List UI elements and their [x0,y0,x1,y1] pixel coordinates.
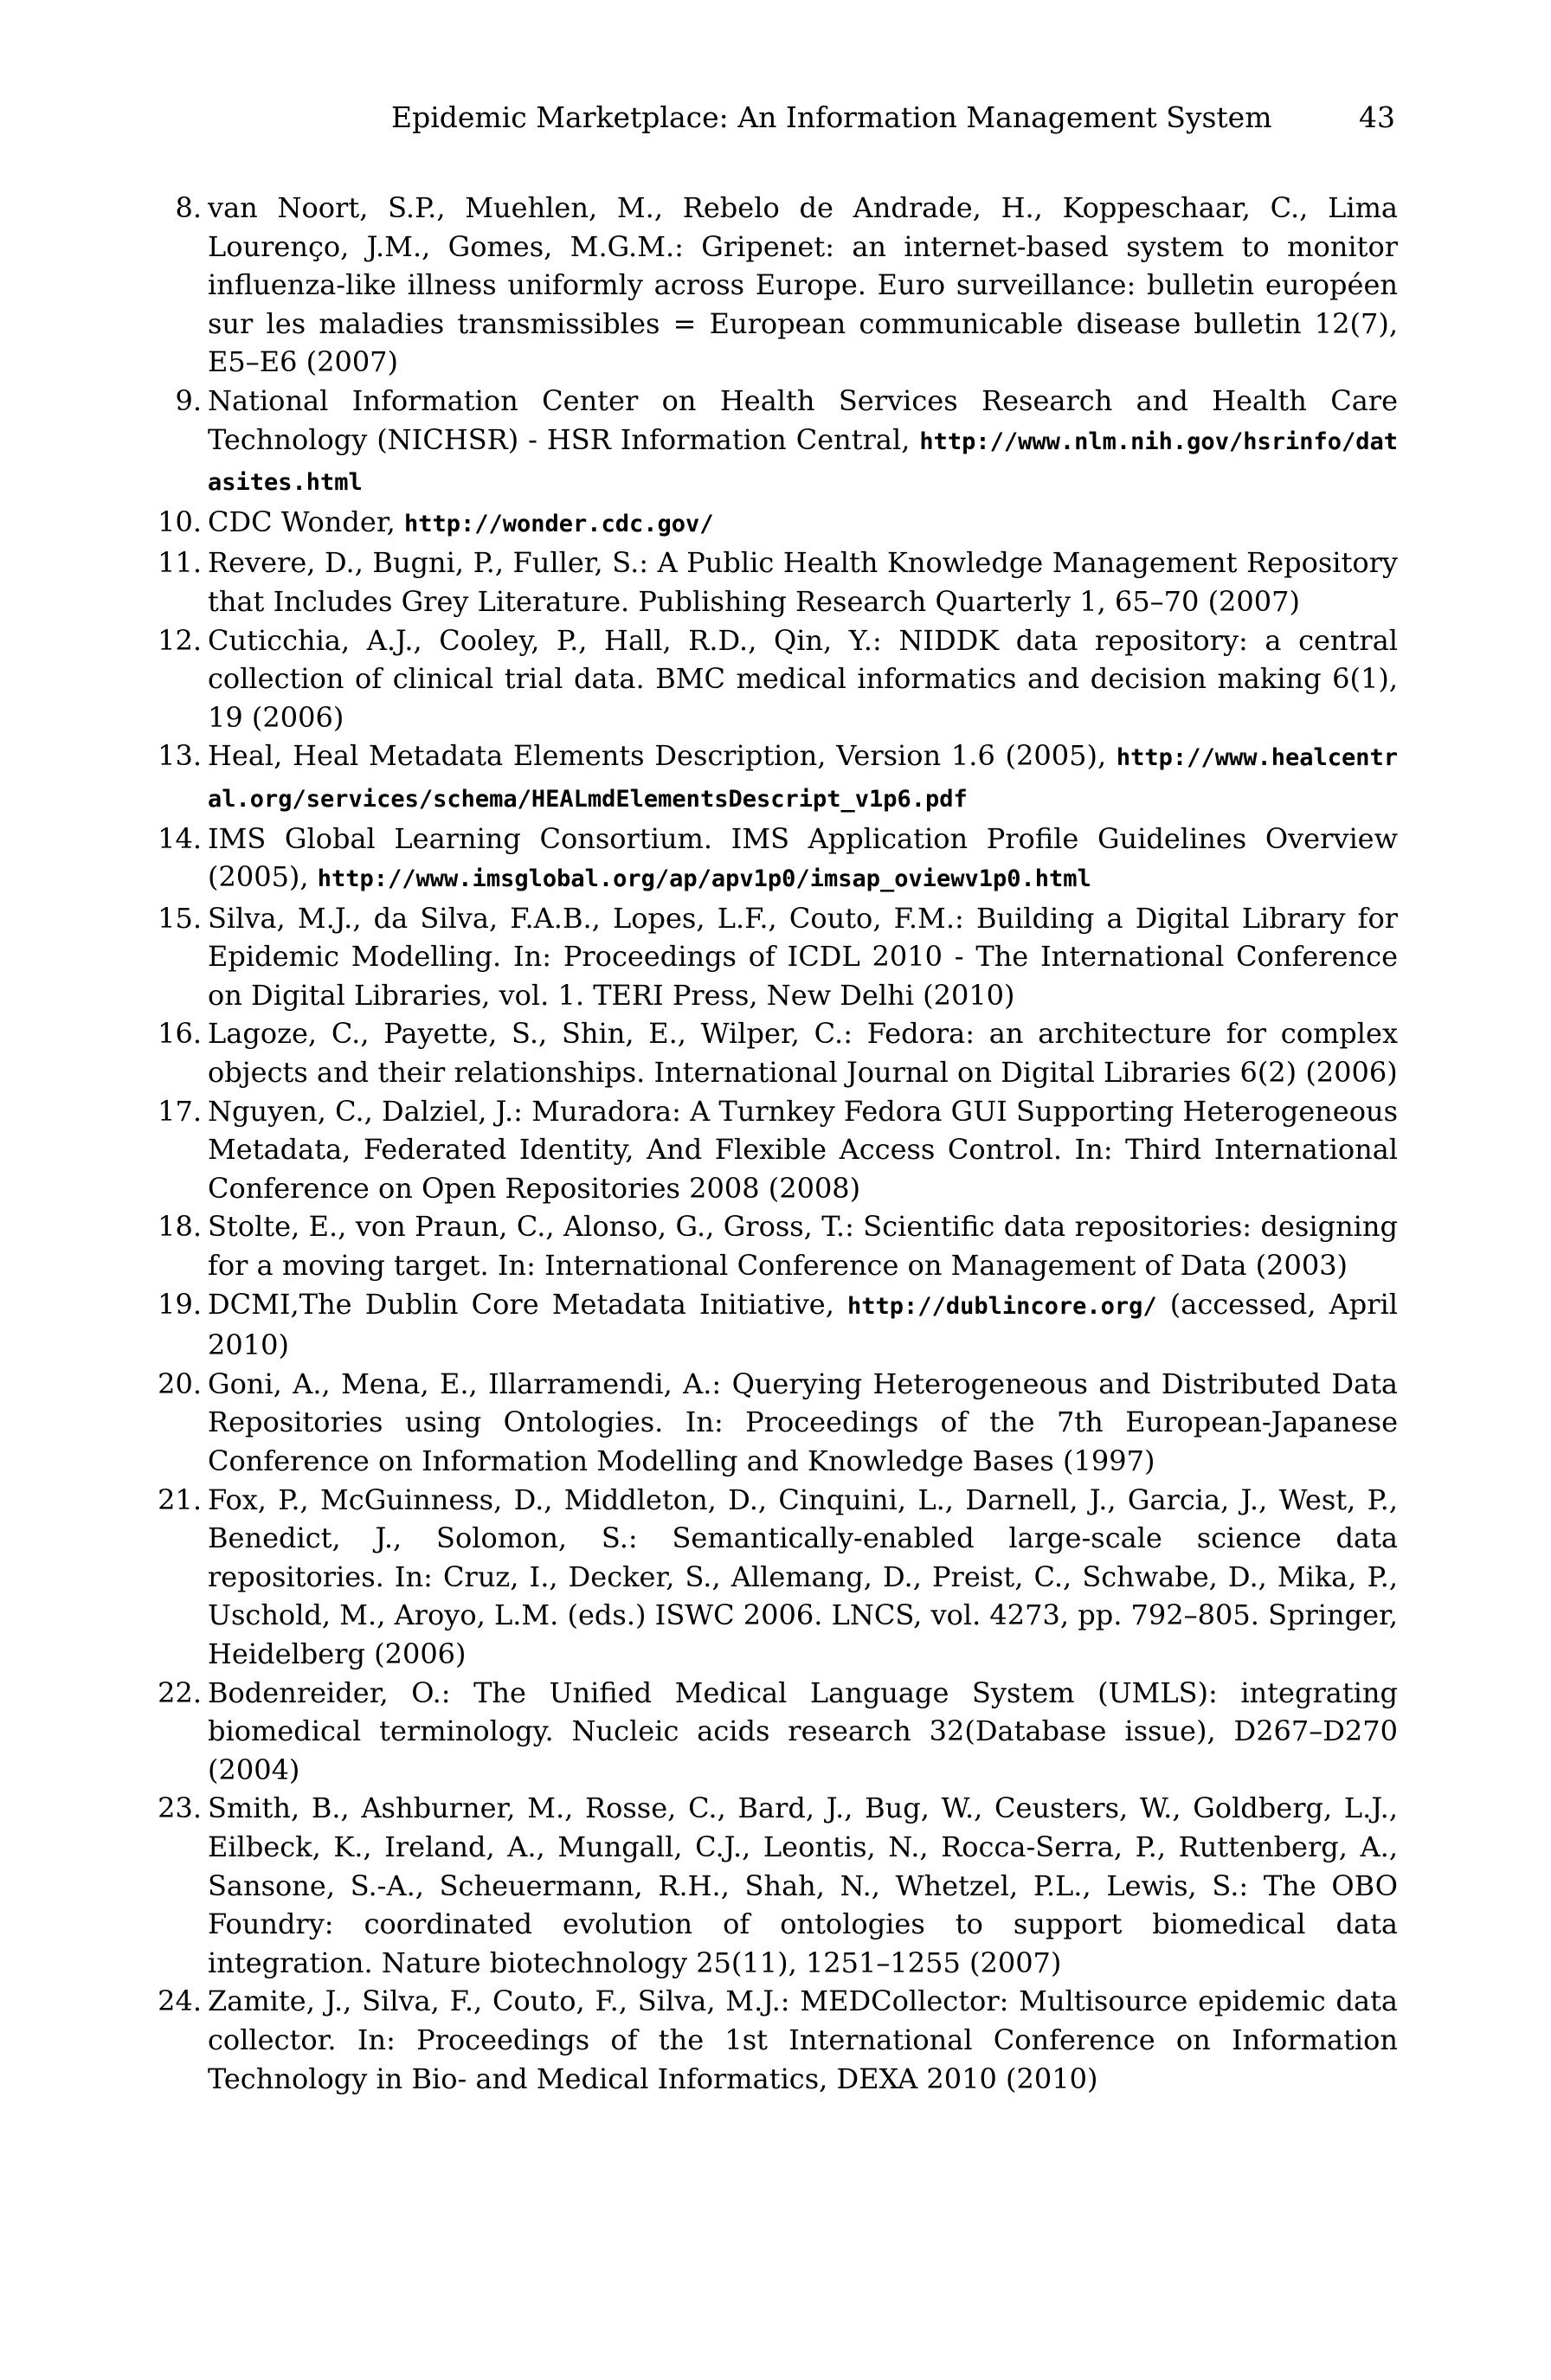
reference-item [158,1207,1398,1284]
reference-text: IMS Global Learning Consortium. IMS Application Profile Guidelines Overview (2005), [208,821,1398,894]
reference-number: 17. [158,1094,202,1128]
reference-text: Heal, Heal Metadata Elements Description, Version 1.6 (2005), [208,739,1107,773]
reference-url-link[interactable]: http://wonder.cdc.gov/ [403,510,714,537]
reference-text: DCMI,The Dublin Core Metadata Initiative, [208,1287,834,1321]
reference-item [158,544,1398,621]
reference-url-link[interactable]: http://dublincore.org/ [847,1292,1157,1320]
reference-text: van Noort, S.P., Muehlen, M., Rebelo de Andrade, H., Koppeschaar, C., Lima Lourenço, J.M., Gomes, M.G.M.: Gripenet: an internet-based system to monitor influenza-like illness uniformly across Europe. Euro surveillance: bulletin européen sur les maladies transmissibles = European communicable disease bulletin 12(7), E5–E6 (2007) [208,191,1398,379]
reference-text: Goni, A., Mena, E., Illarramendi, A.: Querying Heterogeneous and Distributed Data Repositories using Ontologies. In: Proceedings of the 7th European-Japanese Conference on Information Modelling and Knowledge Bases (1997) [208,1367,1398,1477]
reference-item [158,1674,1398,1790]
reference-list [158,189,1399,2098]
reference-text-tail: (accessed, April 2010) [208,1287,1399,1362]
reference-url-link[interactable]: http://www.imsglobal.org/ap/apv1p0/imsap_oviewv1p0.html [317,865,1091,893]
reference-text: Smith, B., Ashburner, M., Rosse, C., Bard, J., Bug, W., Ceusters, W., Goldberg, L.J., Eilbeck, K., Ireland, A., Mungall, C.J., Leontis, N., Rocca-Serra, P., Ruttenberg, A., Sansone, S.-A., Scheuermann, R.H., Shah, N., Whetzel, P.L., Lewis, S.: The OBO Foundry: coordinated evolution of ontologies to support biomedical data integration. Nature biotechnology 25(11), 1251–1255 (2007) [208,1791,1398,1979]
reference-text: Fox, P., McGuinness, D., Middleton, D., Cinquini, L., Darnell, J., Garcia, J., West, P., Benedict, J., Solomon, S.: Semantically-enabled large-scale science data repositories. In: Cruz, I., Decker, S., Allemang, D., Preist, C., Schwabe, D., Mika, P., Uschold, M., Aroyo, L.M. (eds.) ISWC 2006. LNCS, vol. 4273, pp. 792–805. Springer, Heidelberg (2006) [208,1483,1398,1670]
reference-text: Cuticchia, A.J., Cooley, P., Hall, R.D., Qin, Y.: NIDDK data repository: a central collection of clinical trial data. BMC medical informatics and decision making 6(1), 19 (2006) [208,623,1398,734]
reference-number: 10. [158,505,202,538]
reference-text: Stolte, E., von Praun, C., Alonso, G., Gross, T.: Scientific data repositories: designing for a moving target. In: International Conference on Management of Data (2003) [208,1210,1398,1283]
reference-number: 23. [158,1791,202,1825]
reference-item [158,503,1398,544]
reference-item [158,1365,1398,1481]
reference-item [158,1982,1398,2098]
reference-item [158,1285,1399,1365]
reference-number: 21. [158,1483,202,1516]
running-head [391,97,1395,138]
reference-text: Lagoze, C., Payette, S., Shin, E., Wilper, C.: Fedora: an architecture for complex objects and their relationships. International Journal on Digital Libraries 6(2) (2006) [208,1017,1398,1090]
reference-item [158,621,1398,737]
reference-text: Bodenreider, O.: The Unified Medical Language System (UMLS): integrating biomedical terminology. Nucleic acids research 32(Database issue), D267–D270 (2004) [208,1676,1398,1786]
reference-item [158,899,1398,1015]
reference-item [169,382,1398,503]
reference-text: CDC Wonder, [208,505,396,538]
reference-item [158,737,1399,819]
reference-item [169,189,1398,382]
reference-number: 11. [158,546,202,580]
reference-item [158,1092,1398,1208]
running-title: Epidemic Marketplace: An Information Management System [391,100,1272,134]
reference-number: 14. [158,821,202,855]
reference-item [158,1789,1398,1982]
reference-item [158,820,1398,899]
reference-item [158,1014,1398,1091]
reference-text: Silva, M.J., da Silva, F.A.B., Lopes, L.F., Couto, F.M.: Building a Digital Library for Epidemic Modelling. In: Proceedings of ICDL 2010 - The International Conference on Digital Libraries, vol. 1. TERI Press, New Delhi (2010) [208,901,1398,1012]
reference-number: 22. [158,1676,202,1709]
reference-number: 18. [158,1210,202,1244]
reference-text: Zamite, J., Silva, F., Couto, F., Silva, M.J.: MEDCollector: Multisource epidemic data collector. In: Proceedings of the 1st International Conference on Information Technology in Bio- and Medical Informatics, DEXA 2010 (2010) [208,1984,1398,2095]
reference-url-link[interactable]: http://www.nlm.nih.gov/hsrinfo/datasites.html [208,428,1399,497]
reference-item [158,1481,1398,1674]
reference-number: 13. [158,739,202,773]
reference-number: 24. [158,1984,202,2018]
reference-number: 16. [158,1017,202,1051]
reference-number: 15. [158,901,202,935]
reference-text: National Information Center on Health Services Research and Health Care Technology (NICHSR) - HSR Information Central, [208,383,1398,456]
reference-text: Nguyen, C., Dalziel, J.: Muradora: A Turnkey Fedora GUI Supporting Heterogeneous Metadata, Federated Identity, And Flexible Access Control. In: Third International Conference on Open Repositories 2008 (2008) [208,1094,1398,1205]
reference-number: 9. [175,383,202,417]
reference-number: 12. [158,623,202,657]
page-number: 43 [1359,100,1395,134]
reference-text: Revere, D., Bugni, P., Fuller, S.: A Public Health Knowledge Management Repository that Includes Grey Literature. Publishing Research Quarterly 1, 65–70 (2007) [208,546,1398,618]
reference-number: 20. [158,1367,202,1400]
reference-number: 8. [175,191,202,224]
reference-number: 19. [158,1287,202,1321]
reference-url-link[interactable]: http://www.healcentral.org/services/schema/HEALmdElementsDescript_v1p6.pdf [208,744,1399,813]
